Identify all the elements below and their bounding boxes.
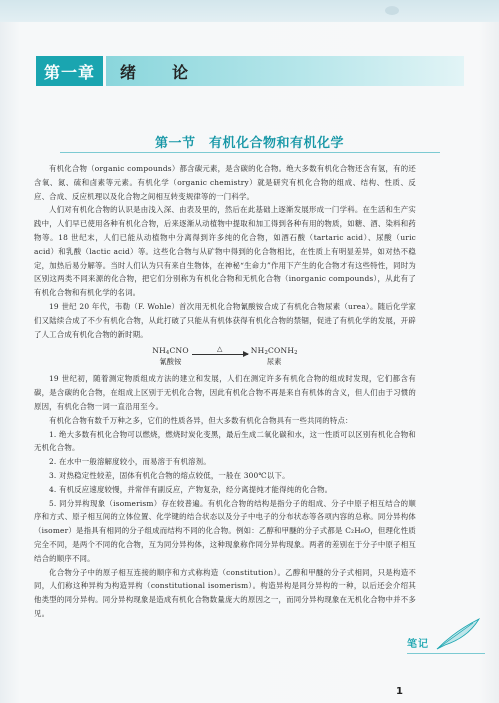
paragraph-wohler: 19 世纪 20 年代，韦勒（F. Wohle）首次用无机化合物氰酸铵合成了有机化合物尿素（urea）。随后化学家们又陆续合成了不少有机化合物，从此打破了只能从有机体获得有机化合物的禁锢，促进了有机化学的发展，开辟了人工合成有机化合物的新时期。 [34, 301, 416, 339]
chapter-header [36, 56, 464, 86]
paragraph-constitution: 化合物分子中的原子相互连接的顺序和方式称构造（constitution）。乙醇和甲醚的分子式相同，只是构造不同，人们称这种异构为构造异构（constitutional isomerism）。构造异构是同分异构的一种，以后还会介绍其他类型的同分异构。同分异构现象是造成有机化合物数量庞大的原因之一，而同分异构现象在无机化合物中并不多见。 [34, 567, 416, 618]
equation-product: $NH_2CONH_2$ 尿素 [250, 346, 298, 367]
paragraph-history: 人们对有机化合物的认识是由浅入深、由表及里的，然后在此基础上逐渐发展形成一门学科。在生活和生产实践中，人们早已使用各种有机化合物，后来逐渐从动植物中提取和加工得到各种有用的物质，如糖、酒、染料和药物等。18 世纪末，人们已能从动植物中分离得到许多纯的化合物，如酒石酸（tartaric acid）、尿酸（uric acid）和乳酸（lactic acid）等。这些化合物与从矿物中得到的化合物相比，在性质上有明显差异，如对热不稳定，加热后易分解等。当时人们认为只有来自生物体，在神秘“生命力”作用下产生的化合物才有这些特性，同时为区别这两类不同来源的化合物，把它们分别称为有机化合物和无机化合物（inorganic compounds），从此有了有机化合物和有机化学的名词。 [34, 205, 416, 298]
feature-item-1: 1. 绝大多数有机化合物可以燃烧，燃烧时炭化变黑，最后生成二氧化碳和水，这一性质可以区别有机化合物和无机化合物。 [34, 429, 416, 453]
paragraph-definition: 有机化合物（organic compounds）都含碳元素，是含碳的化合物。绝大多数有机化合物还含有氢，有的还含氧、氮、硫和卤素等元素。有机化学（organic chemistry）就是研究有机化合物的组成、结构、性质、反应、合成、反应机理以及化合物之间相互转变规律等的一门科学。 [34, 164, 416, 201]
chapter-title: 绪 论 [106, 56, 464, 86]
reactant-name: 氰酸铵 [159, 357, 182, 367]
equation-reactant: $NH_4CNO$ 氰酸铵 [152, 346, 189, 367]
feature-item-4: 4. 有机反应速度较慢，并常伴有副反应，产物复杂，经分离提纯才能得纯的化合物。 [49, 484, 333, 494]
arrow-line [192, 354, 248, 355]
feature-item-2: 2. 在水中一般溶解度较小，而易溶于有机溶剂。 [49, 457, 211, 467]
decorative-mark [385, 6, 399, 15]
page-number: 1 [396, 686, 403, 697]
reaction-arrow [192, 345, 248, 355]
feature-item-5: 5. 同分异构现象（isomerism）存在较普遍。有机化合物的结构是指分子的组成、分子中原子相互结合的顺序和方式、原子相互间的立体位置、化学键的结合状态以及分子中电子的分布状态等各项内容的总称。同分异构体（isomer）是指具有相同的分子组成而结构不同的化合物。例如：乙醇和甲醚的分子式都是 C₂H₆O，但理化性质完全不同，是两个不同的化合物，互为同分异构体，这种现象称作同分异构现象。两者的差别在于分子中原子相互结合的顺序不同。 [34, 498, 416, 563]
heat-condition: △ [216, 345, 223, 354]
notes-label: 笔记 [407, 639, 429, 650]
notes-margin [407, 617, 487, 667]
paragraph-features-intro: 有机化合物有数千万种之多，它们的性质各异，但大多数有机化合物具有一些共同的特点： [49, 415, 353, 425]
urea-synthesis-equation [34, 345, 416, 367]
feature-item-3: 3. 对热稳定性较差，固体有机化合物的熔点较低，一般在 300℃以下。 [49, 470, 290, 480]
paragraph-composition: 19 世纪初，随着测定物质组成方法的建立和发展，人们在测定许多有机化合物的组成时发现，它们都含有碳，是含碳的化合物，在组成上区别于无机化合物，因此有机化合物不再是来自有机体的含义，但人们由于习惯的原因，有机化合物一词一直沿用至今。 [34, 374, 416, 411]
top-decorative-bar [0, 0, 499, 22]
feather-icon [433, 617, 483, 651]
section-divider [60, 152, 440, 153]
body-text [34, 162, 416, 621]
product-name: 尿素 [266, 357, 282, 367]
notes-rule [407, 653, 485, 654]
chapter-label: 第一章 [36, 56, 103, 86]
section-title: 第一节 有机化合物和有机化学 [154, 136, 344, 151]
